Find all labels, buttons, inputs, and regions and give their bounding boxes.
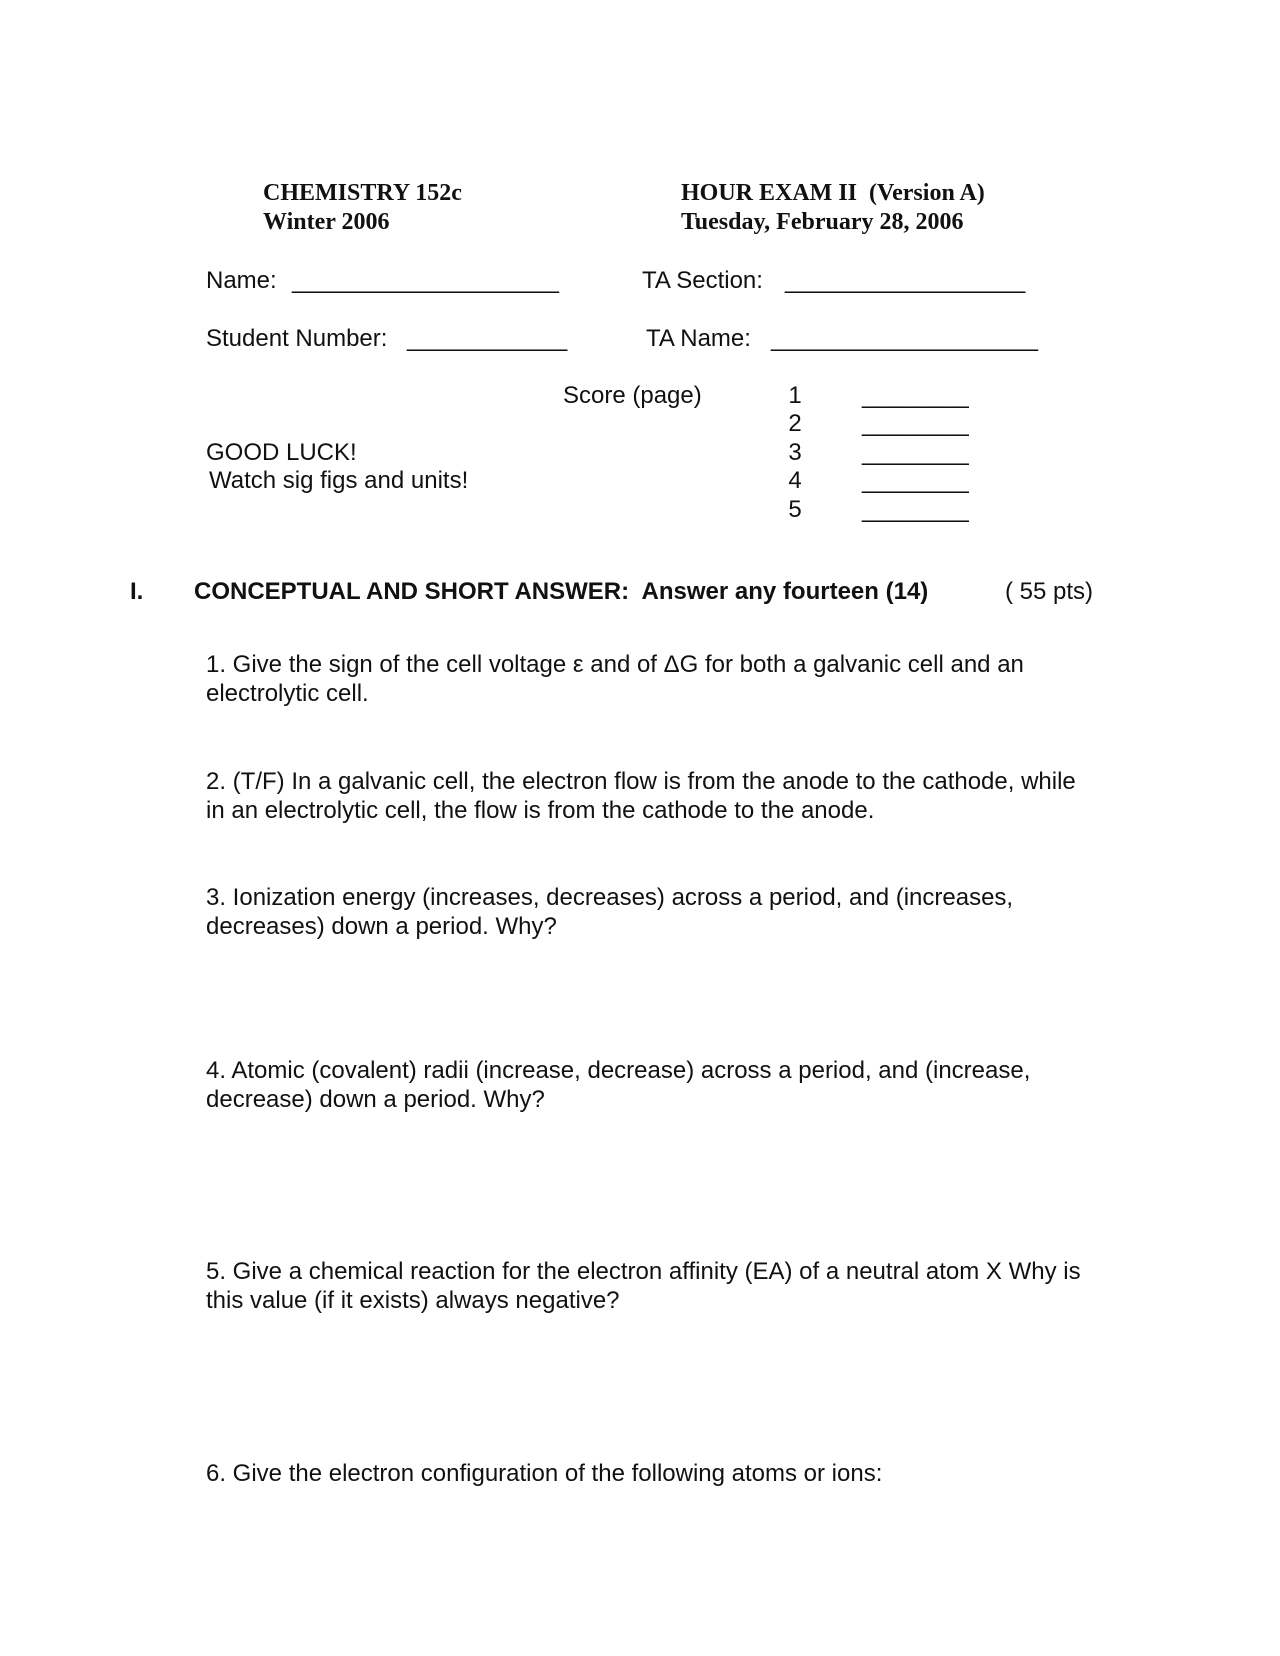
student-number-field[interactable]: ____________ xyxy=(407,325,568,352)
section-title: CONCEPTUAL AND SHORT ANSWER: Answer any fourteen (14) xyxy=(194,578,929,605)
course-title: CHEMISTRY 152c xyxy=(263,180,462,206)
ta-section-label: TA Section: xyxy=(642,267,763,294)
section-points: ( 55 pts) xyxy=(1005,578,1094,605)
question-4: 4. Atomic (covalent) radii (increase, decrease) across a period, and (increase, decrease) down a period. Why? xyxy=(206,1057,1031,1113)
score-blank[interactable]: ________ xyxy=(862,467,969,494)
score-page-number: 3 xyxy=(788,439,802,466)
good-luck-note: GOOD LUCK! xyxy=(206,439,357,466)
student-number-label: Student Number: xyxy=(206,325,388,352)
ta-section-field[interactable]: __________________ xyxy=(785,267,1026,294)
question-2: 2. (T/F) In a galvanic cell, the electron flow is from the anode to the cathode, while in an electrolytic cell, the flow is from the cathode to the anode. xyxy=(206,768,1076,824)
exam-title: HOUR EXAM II (Version A) xyxy=(681,180,985,206)
score-page-number: 5 xyxy=(788,496,802,523)
exam-date: Tuesday, February 28, 2006 xyxy=(681,209,964,235)
question-1: 1. Give the sign of the cell voltage ε and of ΔG for both a galvanic cell and an electrolytic cell. xyxy=(206,651,1024,707)
question-5: 5. Give a chemical reaction for the electron affinity (EA) of a neutral atom X Why is this value (if it exists) always negative? xyxy=(206,1258,1081,1314)
score-page-number: 1 xyxy=(788,382,802,409)
section-numeral: I. xyxy=(130,578,144,605)
score-blank[interactable]: ________ xyxy=(862,410,969,437)
score-page-number: 4 xyxy=(788,467,802,494)
score-blank[interactable]: ________ xyxy=(862,496,969,523)
score-page-number: 2 xyxy=(788,410,802,437)
score-blank[interactable]: ________ xyxy=(862,382,969,409)
score-label: Score (page) xyxy=(563,382,702,409)
name-field[interactable]: ____________________ xyxy=(292,267,559,294)
ta-name-field[interactable]: ____________________ xyxy=(771,325,1038,352)
reminder-note: Watch sig figs and units! xyxy=(209,467,469,494)
name-label: Name: xyxy=(206,267,277,294)
question-6: 6. Give the electron configuration of the following atoms or ions: xyxy=(206,1460,883,1487)
term: Winter 2006 xyxy=(263,209,390,235)
question-3: 3. Ionization energy (increases, decreases) across a period, and (increases, decreases) down a period. Why? xyxy=(206,884,1014,940)
ta-name-label: TA Name: xyxy=(646,325,751,352)
score-blank[interactable]: ________ xyxy=(862,439,969,466)
